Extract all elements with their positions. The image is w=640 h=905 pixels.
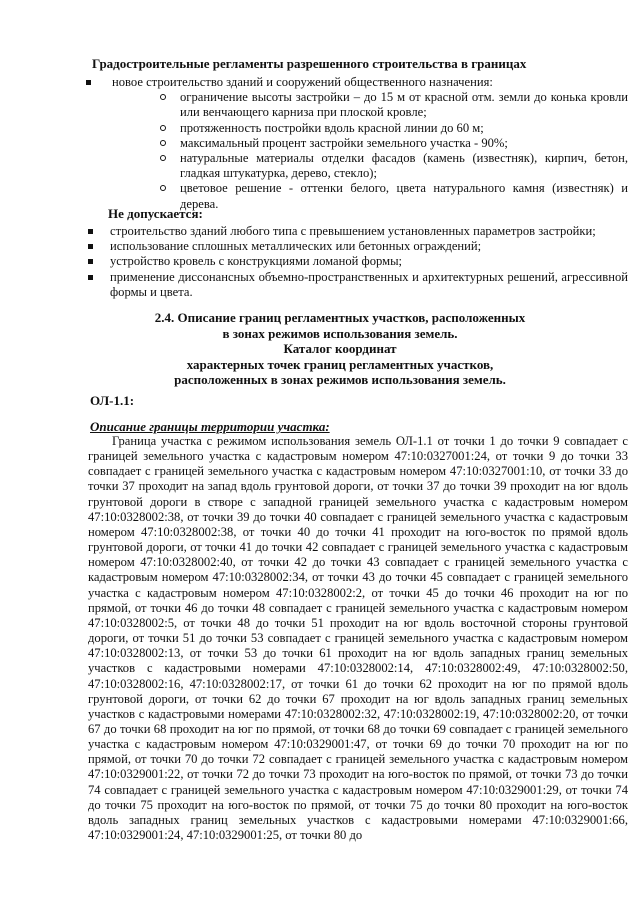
section-title-line: характерных точек границ регламентных участков, [186,356,494,372]
not-allowed-list [88,224,628,300]
limit-item: протяженность постройки вдоль красной линии до 60 м; [158,121,628,136]
not-allowed-heading: Не допускается: [108,206,203,221]
new-construction-text: новое строительство зданий и сооружений общественного назначения: [112,75,493,89]
limit-item: максимальный процент застройки земельного участка - 90%; [158,136,628,151]
new-construction-item [88,75,628,212]
regulations-list [88,75,628,212]
section-title-line: 2.4. Описание границ регламентных участков, расположенных [154,310,526,325]
limit-item: натуральные материалы отделки фасадов (камень (известняк), кирпич, бетон, гладкая штукатурка, дерево, стекло); [158,151,628,181]
not-allowed-item: строительство зданий любого типа с превышением установленных параметров застройки; [88,224,628,239]
section-title-line: расположенных в зонах режимов использования земель. [174,372,506,388]
limit-item: ограничение высоты застройки – до 15 м от красной отм. земли до конька кровли или венчающего карниза при плоской кровле; [158,90,628,120]
not-allowed-item: использование сплошных металлических или бетонных ограждений; [88,239,628,254]
limits-list [112,90,628,212]
section-title [60,310,620,388]
boundary-description: Граница участка с режимом использования земель ОЛ-1.1 от точки 1 до точки 9 совпадает с границей земельного участка с кадастровым номером 47:10:0327001:24, от точки 9 до точки 33 совпадает с границей земельного участка с кадастровым номером 47:10:0327001:10, от точки 33 до точки 37 проходит на запад вдоль грунтовой дороги, от точки 37 до точки 39 проходит на юг вдоль грунтовой дороги в створе с западной границей земельного участка с кадастровым номером 47:10:0328002:38, от точки 39 до точки 40 совпадает с границей земельного участка с кадастровым номером 47:10:0328002:38, от точки 40 до точки 41 проходит на юго-восток по прямой вдоль грунтовой дороги, от точки 41 до точки 42 совпадает с границей земельного участка с кадастровым номером 47:10:0328002:40, от точки 42 до точки 43 совпадает с границей земельного участка с кадастровым номером 47:10:0328002:34, от точки 43 до точки 45 совпадает с границей земельного участка с кадастровым номером 47:10:0328002:2, от точки 45 до точки 46 проходит на юг по прямой, от точки 46 до точки 48 совпадает с границей земельного участка с кадастровым номером 47:10:0328002:5, от точки 48 до точки 51 проходит на юг вдоль восточной стороны грунтовой дороги, от точки 51 до точки 53 совпадает с границей земельного участка с кадастровым номером 47:10:0328002:13, от точки 53 до точки 61 проходит на юг вдоль западных границ земельных участков с кадастровыми номерами 47:10:0328002:14, 47:10:0328002:49, 47:10:0328002:50, 47:10:0328002:16, 47:10:0328002:17, от точки 61 до точки 62 проходит на юг по прямой вдоль грунтовой дороги, от точки 62 до точки 67 проходит на юг вдоль западных границ земельных участков с кадастровыми номерами 47:10:0328002:32, 47:10:0328002:19, 47:10:0328002:20, от точки 67 до точки 68 проходит на юг по прямой, от точки 68 до точки 69 совпадает с границей земельного участка с кадастровым номером 47:10:0329001:47, от точки 69 до точки 70 проходит на юг по прямой, от точки 70 до точки 72 совпадает с границей земельного участка с кадастровым номером 47:10:0329001:22, от точки 72 до точки 73 проходит на юго-восток по прямой, от точки 73 до точки 74 совпадает с границей земельного участка с кадастровым номером 47:10:0329001:29, от точки 74 до точки 75 проходит на юго-восток по прямой, от точки 75 до точки 80 проходит на юго-восток вдоль западных границ земельных участков с кадастровыми номерами 47:10:0329001:66, 47:10:0329001:24, 47:10:0329001:25, от точки 80 до [88,434,628,843]
zone-code: ОЛ-1.1: [90,393,135,408]
regulations-heading: Градостроительные регламенты разрешенного строительства в границах [92,56,527,71]
description-title: Описание границы территории участка: [90,419,330,434]
section-title-line: Каталог координат [283,341,397,357]
limit-item: цветовое решение - оттенки белого, цвета натурального камня (известняк) и дерева. [158,181,628,211]
not-allowed-item: устройство кровель с конструкциями ломаной формы; [88,254,628,269]
section-title-line: в зонах режимов использования земель. [222,325,458,341]
not-allowed-item: применение диссонансных объемно-пространственных и архитектурных решений, агрессивной формы и цвета. [88,270,628,300]
